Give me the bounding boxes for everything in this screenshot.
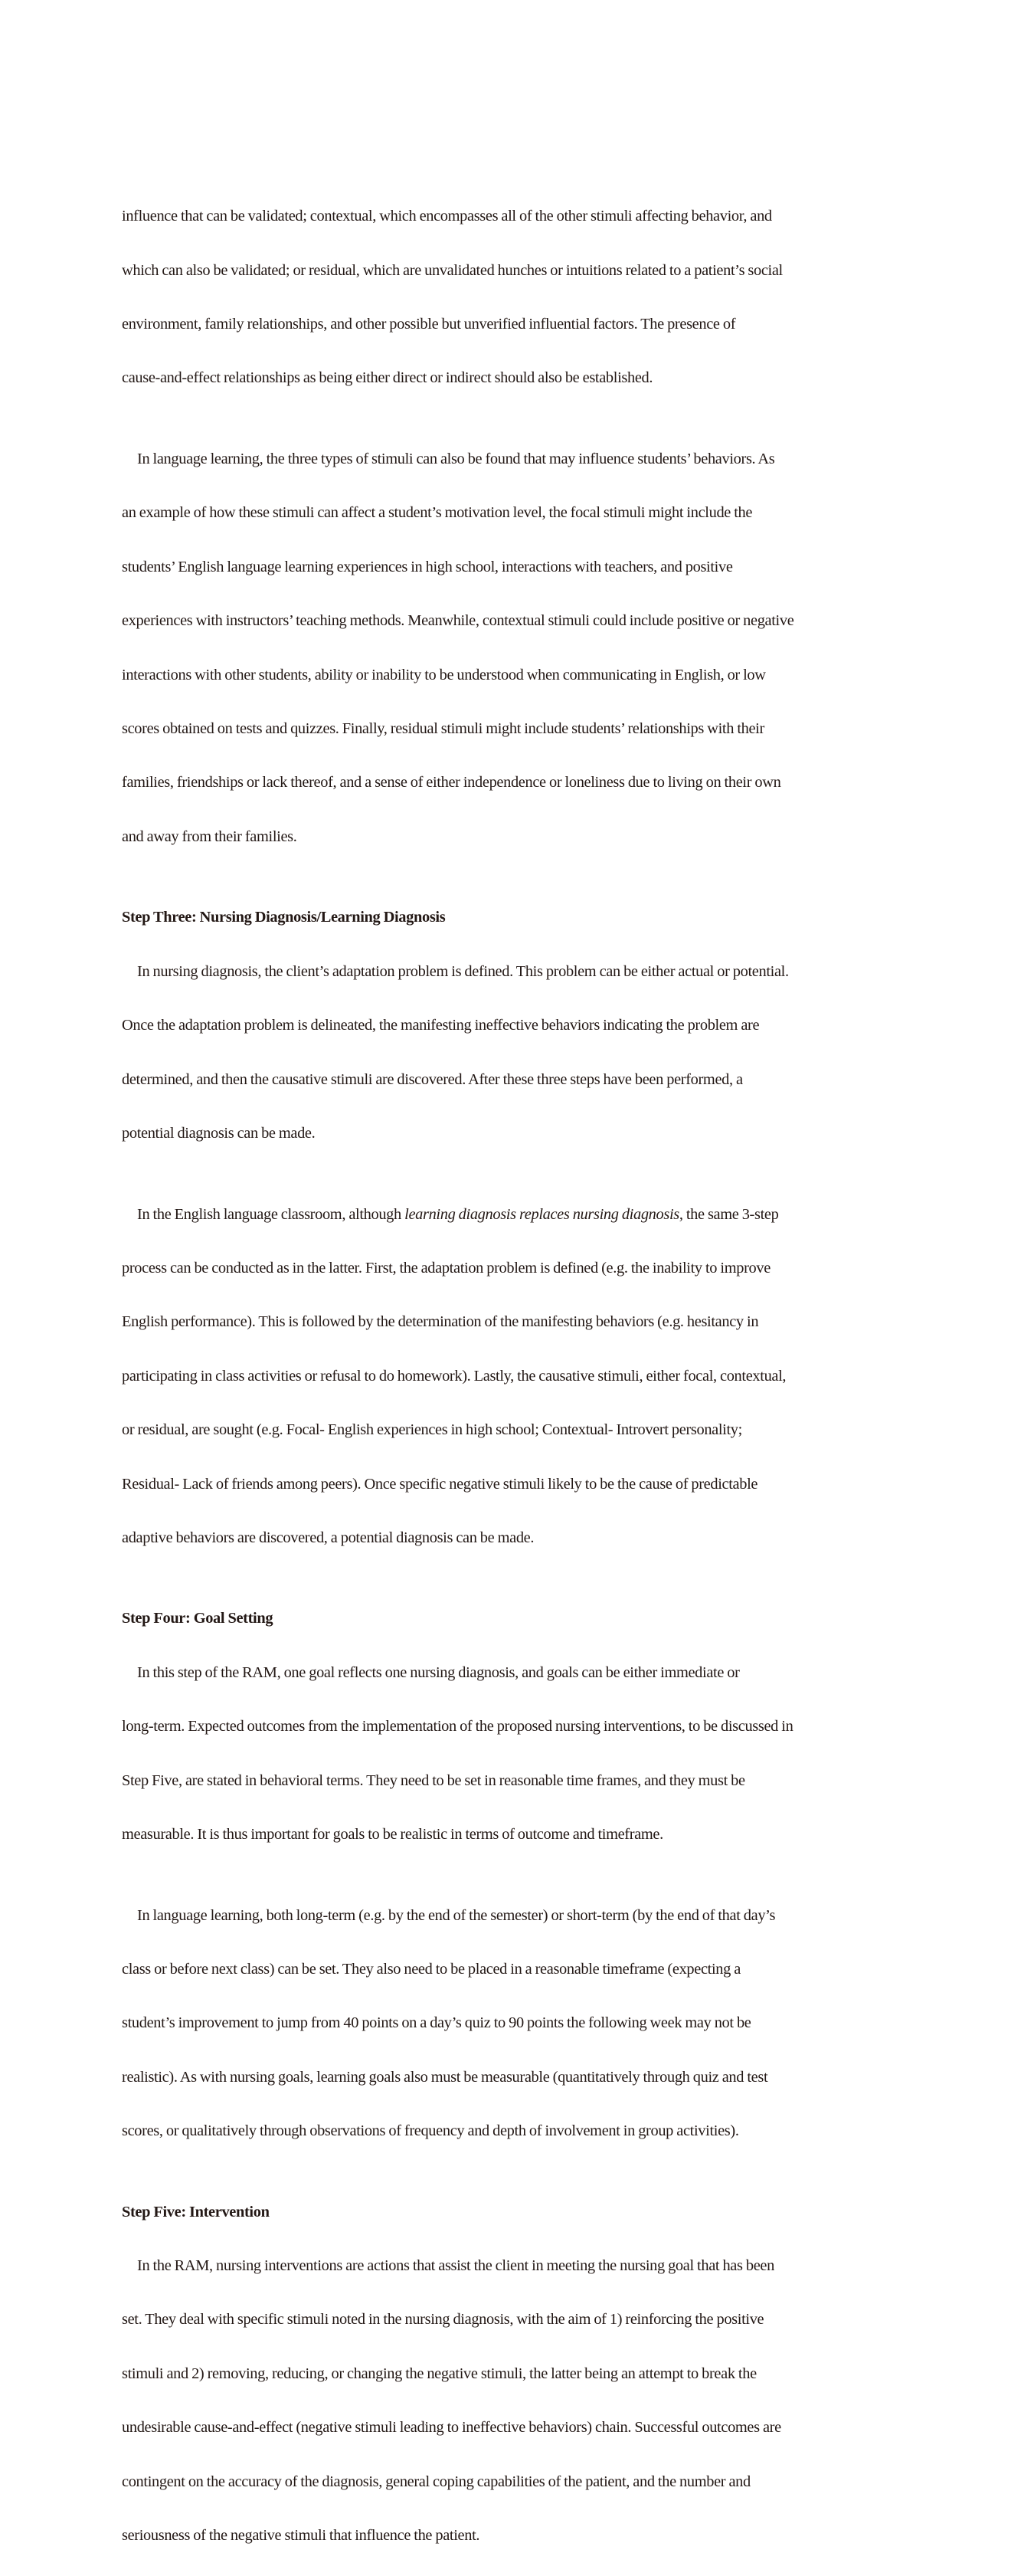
text-line: In language learning, both long-term (e.g. by the end of the semester) or short-term (by the end of that day’s — [137, 1906, 776, 1924]
text-line: realistic). As with nursing goals, learning goals also must be measurable (quantitatively through quiz and test — [122, 2068, 768, 2086]
step-four-heading: Step Four: Goal Setting — [122, 1610, 273, 1627]
text-line: scores obtained on tests and quizzes. Finally, residual stimuli might include students’ relationships with their — [122, 720, 764, 738]
language-stimuli-paragraph — [122, 419, 918, 877]
text-run: In the English language classroom, although — [137, 1205, 405, 1223]
step-three-paragraph-1 — [122, 931, 918, 1174]
section-spacer — [122, 1578, 918, 1605]
text-run: the same 3-step — [682, 1205, 779, 1223]
step-four-paragraph-1 — [122, 1633, 918, 1876]
text-line: seriousness of the negative stimuli that influence the patient. — [122, 2527, 480, 2545]
text-line: In nursing diagnosis, the client’s adaptation problem is defined. This problem can be either actual or potential. — [137, 962, 789, 980]
text-line: contingent on the accuracy of the diagnosis, general coping capabilities of the patient, and the number and — [122, 2473, 751, 2490]
step-five-section — [122, 2199, 918, 2576]
text-line: influence that can be validated; contextual, which encompasses all of the other stimuli affecting behavior, and — [122, 208, 772, 225]
text-line: potential diagnosis can be made. — [122, 1124, 316, 1142]
intro-continuation-paragraph — [122, 176, 918, 419]
text-line: student’s improvement to jump from 40 points on a day’s quiz to 90 points the following week may not be — [122, 2014, 751, 2032]
text-line: Step Five, are stated in behavioral terms. They need to be set in reasonable time frames, and they must be — [122, 1771, 745, 1789]
text-line: families, friendships or lack thereof, and a sense of either independence or loneliness due to living on their own — [122, 774, 781, 791]
step-four-paragraph-2 — [122, 1875, 918, 2171]
step-five-paragraph-1 — [122, 2226, 918, 2576]
text-line: stimuli and 2) removing, reducing, or changing the negative stimuli, the latter being an attempt to break the — [122, 2365, 757, 2382]
step-five-heading: Step Five: Intervention — [122, 2203, 270, 2220]
text-line: which can also be validated; or residual, which are unvalidated hunches or intuitions related to a patient’s social — [122, 261, 783, 279]
text-line: In the RAM, nursing interventions are actions that assist the client in meeting the nursing goal that has been — [137, 2257, 774, 2275]
text-line: class or before next class) can be set. They also need to be placed in a reasonable timeframe (expecting a — [122, 1961, 741, 1978]
text-line: In this step of the RAM, one goal reflects one nursing diagnosis, and goals can be either immediate or — [137, 1663, 740, 1681]
text-line: determined, and then the causative stimuli are discovered. After these three steps have been performed, a — [122, 1070, 743, 1088]
text-line: In language learning, the three types of stimuli can also be found that may influence students’ behaviors. As — [137, 451, 775, 468]
text-line: scores, or qualitatively through observations of frequency and depth of involvement in group activities). — [122, 2122, 739, 2140]
text-line: experiences with instructors’ teaching methods. Meanwhile, contextual stimuli could include positive or negative — [122, 612, 794, 630]
text-line: an example of how these stimuli can affect a student’s motivation level, the focal stimuli might include the — [122, 504, 753, 522]
text-line: cause-and-effect relationships as being either direct or indirect should also be established. — [122, 369, 653, 387]
section-spacer — [122, 2172, 918, 2199]
text-line: or residual, are sought (e.g. Focal- English experiences in high school; Contextual- Introvert personality; — [122, 1421, 742, 1439]
text-line: students’ English language learning experiences in high school, interactions with teachers, and positive — [122, 558, 733, 575]
text-line: Residual- Lack of friends among peers). Once specific negative stimuli likely to be the cause of predictable — [122, 1475, 758, 1493]
text-line: environment, family relationships, and other possible but unverified influential factors. The presence of — [122, 316, 736, 333]
step-three-section — [122, 904, 918, 1578]
step-four-section — [122, 1605, 918, 2171]
text-line: participating in class activities or refusal to do homework). Lastly, the causative stimuli, either focal, contextual, — [122, 1367, 787, 1385]
text-line: process can be conducted as in the latter. First, the adaptation problem is defined (e.g. the inability to improve — [122, 1259, 771, 1277]
text-line: English performance). This is followed by the determination of the manifesting behaviors (e.g. hesitancy in — [122, 1313, 759, 1331]
text-line: and away from their families. — [122, 828, 297, 845]
text-line — [122, 1201, 918, 1228]
step-three-paragraph-2 — [122, 1174, 918, 1578]
text-line: Once the adaptation problem is delineated, the manifesting ineffective behaviors indicating the problem are — [122, 1017, 760, 1034]
text-line: set. They deal with specific stimuli noted in the nursing diagnosis, with the aim of 1) reinforcing the positive — [122, 2311, 764, 2329]
text-line: adaptive behaviors are discovered, a potential diagnosis can be made. — [122, 1529, 535, 1546]
section-spacer — [122, 877, 918, 904]
text-line: measurable. It is thus important for goals to be realistic in terms of outcome and timeframe. — [122, 1825, 663, 1843]
italic-emphasis: learning diagnosis replaces nursing diagnosis, — [404, 1205, 683, 1223]
text-line: long-term. Expected outcomes from the implementation of the proposed nursing interventions, to be discussed in — [122, 1718, 793, 1735]
document-page — [122, 176, 918, 2576]
text-line: undesirable cause-and-effect (negative stimuli leading to ineffective behaviors) chain. Successful outcomes are — [122, 2419, 781, 2437]
text-line: interactions with other students, ability or inability to be understood when communicating in English, or low — [122, 666, 766, 683]
step-three-heading: Step Three: Nursing Diagnosis/Learning Diagnosis — [122, 909, 446, 926]
